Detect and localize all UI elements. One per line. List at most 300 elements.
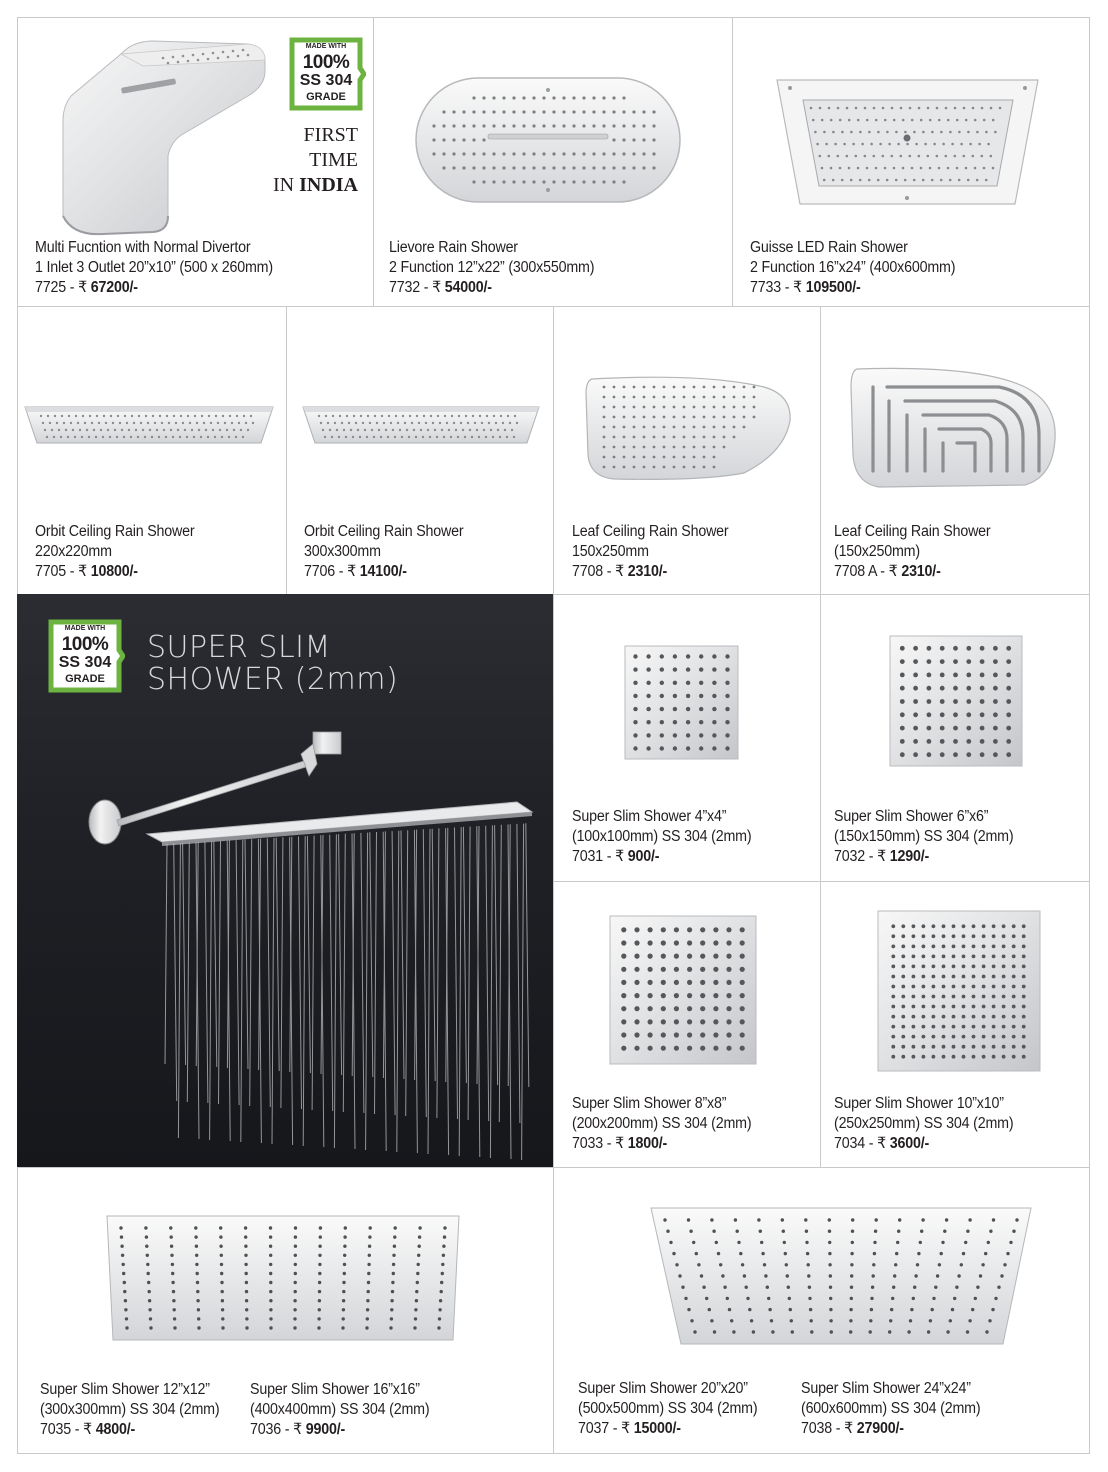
product-code: 7031 - ₹ <box>572 848 628 865</box>
nozzle-dot <box>342 1290 345 1293</box>
nozzle-dot <box>495 422 497 424</box>
nozzle-dot <box>912 1035 916 1039</box>
nozzle-dot <box>634 954 639 959</box>
nozzle-dot <box>916 1263 919 1266</box>
nozzle-dot <box>542 180 545 183</box>
nozzle-dot <box>169 1226 172 1229</box>
nozzle-dot <box>124 1299 127 1302</box>
nozzle-dot <box>951 1308 954 1311</box>
nozzle-dot <box>369 1226 372 1229</box>
nozzle-dot <box>917 1252 920 1255</box>
nozzle-dot <box>269 1299 272 1302</box>
nozzle-dot <box>1006 646 1011 651</box>
nozzle-dot <box>828 1218 831 1221</box>
nozzle-dot <box>582 180 585 183</box>
nozzle-dot <box>467 422 469 424</box>
nozzle-dot <box>1002 975 1006 979</box>
nozzle-dot <box>673 456 676 459</box>
nozzle-dot <box>976 131 979 134</box>
product-name: Super Slim Shower 24”x24” <box>801 1380 971 1397</box>
nozzle-dot <box>173 1326 176 1329</box>
nozzle-dot <box>621 980 626 985</box>
nozzle-dot <box>681 1286 684 1289</box>
nozzle-dot <box>522 124 525 127</box>
nozzle-dot <box>189 422 191 424</box>
nozzle-dot <box>390 1317 393 1320</box>
nozzle-dot <box>922 1045 926 1049</box>
nozzle-dot <box>849 1319 852 1322</box>
nozzle-dot <box>245 1281 248 1284</box>
nozzle-dot <box>634 993 639 998</box>
nozzle-dot <box>191 429 193 431</box>
nozzle-dot <box>648 1046 653 1051</box>
nozzle-dot <box>767 1297 770 1300</box>
nozzle-dot <box>646 707 650 711</box>
nozzle-dot <box>1006 726 1011 731</box>
nozzle-dot <box>726 1032 731 1037</box>
nozzle-dot <box>674 927 679 932</box>
water-stream <box>303 836 305 1146</box>
nozzle-dot <box>492 436 494 438</box>
product-card-7035-7036[interactable] <box>17 1167 554 1454</box>
nozzle-dot <box>992 945 996 949</box>
nozzle-dot <box>972 985 976 989</box>
nozzle-dot <box>171 1272 174 1275</box>
nozzle-dot <box>633 416 636 419</box>
nozzle-dot <box>634 980 639 985</box>
nozzle-dot <box>726 993 731 998</box>
nozzle-dot <box>103 415 105 417</box>
product-code: 7725 - ₹ <box>35 279 91 296</box>
nozzle-dot <box>442 124 445 127</box>
nozzle-dot <box>542 110 545 113</box>
nozzle-dot <box>710 1319 713 1322</box>
nozzle-dot <box>713 446 716 449</box>
product-price: 2310/- <box>901 563 941 580</box>
nozzle-dot <box>416 1272 419 1275</box>
product-card-7708[interactable] <box>553 306 821 595</box>
nozzle-dot <box>107 429 109 431</box>
nozzle-dot <box>900 659 905 664</box>
nozzle-dot <box>486 415 488 417</box>
nozzle-dot <box>901 934 905 938</box>
product-price: 1800/- <box>627 1135 668 1152</box>
nozzle-dot <box>855 155 858 158</box>
nozzle-dot <box>962 924 966 928</box>
nozzle-dot <box>243 415 245 417</box>
nozzle-dot <box>623 436 626 439</box>
nozzle-dot <box>740 993 745 998</box>
nozzle-dot <box>914 1274 917 1277</box>
nozzle-dot <box>186 436 188 438</box>
nozzle-dot <box>990 155 993 158</box>
nozzle-dot <box>962 1025 966 1029</box>
nozzle-dot <box>809 1308 812 1311</box>
nozzle-dot <box>891 1045 895 1049</box>
nozzle-dot <box>482 152 485 155</box>
nozzle-dot <box>392 1254 395 1257</box>
nozzle-dot <box>893 119 896 122</box>
nozzle-dot <box>901 1045 905 1049</box>
product-caption-7038 <box>801 1379 980 1439</box>
nozzle-dot <box>810 107 813 110</box>
nozzle-dot <box>927 699 932 704</box>
product-code: 7037 - ₹ <box>578 1420 634 1437</box>
orbit-shower-220-image <box>23 403 275 449</box>
water-stream <box>428 829 430 1154</box>
nozzle-dot <box>940 726 945 731</box>
nozzle-dot <box>343 1235 346 1238</box>
nozzle-dot <box>850 179 853 182</box>
nozzle-dot <box>719 1263 722 1266</box>
nozzle-dot <box>992 1005 996 1009</box>
nozzle-dot <box>733 436 736 439</box>
nozzle-dot <box>953 752 958 757</box>
nozzle-dot <box>481 422 483 424</box>
nozzle-dot <box>479 415 481 417</box>
nozzle-dot <box>166 415 168 417</box>
nozzle-dot <box>493 415 495 417</box>
nozzle-dot <box>432 138 435 141</box>
nozzle-dot <box>145 1245 148 1248</box>
nozzle-dot <box>866 119 869 122</box>
nozzle-dot <box>420 429 422 431</box>
nozzle-dot <box>956 167 959 170</box>
nozzle-dot <box>502 422 504 424</box>
nozzle-dot <box>892 1286 895 1289</box>
nozzle-dot <box>940 1252 943 1255</box>
nozzle-dot <box>660 746 664 750</box>
nozzle-dot <box>399 429 401 431</box>
nozzle-dot <box>739 1252 742 1255</box>
nozzle-dot <box>343 1272 346 1275</box>
nozzle-dot <box>900 699 905 704</box>
nozzle-dot <box>1022 1005 1026 1009</box>
nozzle-dot <box>462 152 465 155</box>
nozzle-dot <box>690 1319 693 1322</box>
nozzle-dot <box>221 1317 224 1320</box>
nozzle-dot <box>992 1025 996 1029</box>
nozzle-dot <box>912 1015 916 1019</box>
nozzle-dot <box>572 110 575 113</box>
nozzle-dot <box>562 152 565 155</box>
nozzle-dot <box>269 1254 272 1257</box>
nozzle-dot <box>1002 995 1006 999</box>
nozzle-dot <box>390 1308 393 1311</box>
nozzle-dot <box>861 143 864 146</box>
nozzle-dot <box>401 436 403 438</box>
nozzle-dot <box>646 720 650 724</box>
water-stream <box>397 831 399 1152</box>
nozzle-dot <box>828 1230 831 1233</box>
nozzle-dot <box>972 155 975 158</box>
super-slim-8x8-image <box>609 915 757 1065</box>
nozzle-dot <box>512 124 515 127</box>
nozzle-dot <box>712 667 716 671</box>
nozzle-dot <box>469 429 471 431</box>
nozzle-dot <box>849 1308 852 1311</box>
nozzle-dot <box>993 752 998 757</box>
nozzle-dot <box>362 422 364 424</box>
nozzle-dot <box>492 110 495 113</box>
product-card-7037-7038[interactable] <box>553 1167 1090 1454</box>
nozzle-dot <box>425 422 427 424</box>
nozzle-dot <box>200 436 202 438</box>
nozzle-dot <box>976 1286 979 1289</box>
nozzle-dot <box>683 406 686 409</box>
nozzle-dot <box>900 712 905 717</box>
nozzle-dot <box>663 456 666 459</box>
nozzle-dot <box>994 1297 997 1300</box>
product-price: 1290/- <box>889 848 930 865</box>
nozzle-dot <box>947 119 950 122</box>
nozzle-dot <box>713 456 716 459</box>
nozzle-dot <box>972 955 976 959</box>
product-spec: 220x220mm <box>35 543 112 560</box>
nozzle-dot <box>222 415 224 417</box>
nozzle-dot <box>726 1006 731 1011</box>
nozzle-dot <box>962 985 966 989</box>
product-card-7705[interactable] <box>17 306 287 595</box>
nozzle-dot <box>673 667 677 671</box>
nozzle-dot <box>632 124 635 127</box>
product-card-7706[interactable] <box>286 306 554 595</box>
nozzle-dot <box>715 1241 718 1244</box>
product-spec: (250x250mm) SS 304 (2mm) <box>834 1115 1014 1132</box>
nozzle-dot <box>74 436 76 438</box>
nozzle-dot <box>699 707 703 711</box>
nozzle-dot <box>936 107 939 110</box>
nozzle-dot <box>562 166 565 169</box>
nozzle-dot <box>54 415 56 417</box>
nozzle-dot <box>886 179 889 182</box>
nozzle-dot <box>522 152 525 155</box>
water-stream <box>522 824 524 1160</box>
nozzle-dot <box>603 446 606 449</box>
nozzle-dot <box>443 1226 446 1229</box>
nozzle-dot <box>713 1046 718 1051</box>
nozzle-dot <box>886 131 889 134</box>
nozzle-dot <box>933 143 936 146</box>
nozzle-dot <box>613 446 616 449</box>
nozzle-dot <box>318 1254 321 1257</box>
nozzle-dot <box>173 415 175 417</box>
nozzle-dot <box>726 927 731 932</box>
nozzle-dot <box>962 945 966 949</box>
nozzle-dot <box>452 152 455 155</box>
nozzle-dot <box>462 166 465 169</box>
nozzle-dot <box>1022 1035 1026 1039</box>
nozzle-dot <box>294 1235 297 1238</box>
nozzle-dot <box>244 1254 247 1257</box>
nozzle-dot <box>623 406 626 409</box>
first-time-in-india <box>236 123 358 198</box>
nozzle-dot <box>974 1297 977 1300</box>
nozzle-dot <box>184 429 186 431</box>
product-card-7031[interactable] <box>553 594 821 882</box>
product-card-7033[interactable] <box>553 881 821 1168</box>
nozzle-dot <box>687 927 692 932</box>
nozzle-dot <box>893 167 896 170</box>
nozzle-dot <box>952 934 956 938</box>
nozzle-dot <box>472 180 475 183</box>
nozzle-dot <box>383 422 385 424</box>
nozzle-dot <box>906 143 909 146</box>
nozzle-dot <box>816 143 819 146</box>
product-card-7708a[interactable] <box>820 306 1090 595</box>
nozzle-dot <box>663 416 666 419</box>
first-time-line3-prefix: IN <box>272 174 300 196</box>
nozzle-dot <box>980 712 985 717</box>
nozzle-dot <box>149 1326 152 1329</box>
nozzle-dot <box>1022 934 1026 938</box>
nozzle-dot <box>1012 1005 1016 1009</box>
nozzle-dot <box>699 667 703 671</box>
nozzle-dot <box>238 422 240 424</box>
nozzle-dot <box>972 1015 976 1019</box>
nozzle-dot <box>700 1006 705 1011</box>
nozzle-dot <box>669 1241 672 1244</box>
nozzle-dot <box>953 712 958 717</box>
nozzle-dot <box>829 1274 832 1277</box>
nozzle-dot <box>728 1308 731 1311</box>
nozzle-dot <box>932 1297 935 1300</box>
nozzle-dot <box>663 386 666 389</box>
nozzle-dot <box>884 119 887 122</box>
nozzle-dot <box>687 993 692 998</box>
nozzle-dot <box>269 1272 272 1275</box>
nozzle-dot <box>293 1299 296 1302</box>
nozzle-dot <box>713 927 718 932</box>
nozzle-dot <box>414 1308 417 1311</box>
nozzle-dot <box>242 436 244 438</box>
nozzle-dot <box>389 1326 392 1329</box>
nozzle-dot <box>457 436 459 438</box>
product-card-7733[interactable] <box>732 17 1090 307</box>
nozzle-dot <box>962 965 966 969</box>
nozzle-dot <box>648 927 653 932</box>
nozzle-dot <box>922 965 926 969</box>
nozzle-dot <box>622 180 625 183</box>
nozzle-dot <box>725 681 729 685</box>
nozzle-dot <box>848 167 851 170</box>
nozzle-dot <box>945 107 948 110</box>
nozzle-dot <box>318 1263 321 1266</box>
nozzle-dot <box>434 429 436 431</box>
nozzle-dot <box>343 429 345 431</box>
nozzle-dot <box>915 143 918 146</box>
nozzle-dot <box>982 975 986 979</box>
nozzle-dot <box>442 1245 445 1248</box>
nozzle-dot <box>294 1245 297 1248</box>
nozzle-dot <box>689 1230 692 1233</box>
product-name: Orbit Ceiling Rain Shower <box>304 523 464 540</box>
product-card-7034[interactable] <box>820 881 1090 1168</box>
nozzle-dot <box>962 975 966 979</box>
nozzle-dot <box>721 1274 724 1277</box>
nozzle-dot <box>492 96 495 99</box>
water-stream <box>517 824 520 1123</box>
nozzle-dot <box>966 646 971 651</box>
product-card-7032[interactable] <box>820 594 1090 882</box>
product-price: 900/- <box>627 848 660 865</box>
nozzle-dot <box>980 726 985 731</box>
nozzle-dot <box>245 1317 248 1320</box>
nozzle-dot <box>901 924 905 928</box>
nozzle-dot <box>673 681 677 685</box>
nozzle-dot <box>653 416 656 419</box>
water-stream <box>165 844 167 1064</box>
nozzle-dot <box>602 166 605 169</box>
nozzle-dot <box>455 429 457 431</box>
nozzle-dot <box>1002 1005 1006 1009</box>
nozzle-dot <box>592 166 595 169</box>
nozzle-dot <box>1002 1015 1006 1019</box>
nozzle-dot <box>552 152 555 155</box>
nozzle-dot <box>245 1272 248 1275</box>
nozzle-dot <box>952 1045 956 1049</box>
nozzle-dot <box>913 179 916 182</box>
nozzle-dot <box>927 686 932 691</box>
nozzle-dot <box>953 659 958 664</box>
nozzle-dot <box>870 143 873 146</box>
nozzle-dot <box>736 1230 739 1233</box>
nozzle-dot <box>197 1308 200 1311</box>
nozzle-dot <box>319 1226 322 1229</box>
nozzle-dot <box>646 694 650 698</box>
nozzle-dot <box>922 1035 926 1039</box>
nozzle-dot <box>875 119 878 122</box>
product-card-7725[interactable] <box>17 17 374 307</box>
nozzle-dot <box>663 1218 666 1221</box>
nozzle-dot <box>137 436 139 438</box>
nozzle-dot <box>952 975 956 979</box>
nozzle-dot <box>857 167 860 170</box>
nozzle-dot <box>901 1015 905 1019</box>
nozzle-dot <box>622 124 625 127</box>
nozzle-dot <box>341 1326 344 1329</box>
nozzle-dot <box>482 138 485 141</box>
product-code: 7034 - ₹ <box>834 1135 890 1152</box>
nozzle-dot <box>963 155 966 158</box>
nozzle-dot <box>953 726 958 731</box>
nozzle-dot <box>985 1330 988 1333</box>
nozzle-dot <box>653 456 656 459</box>
nozzle-dot <box>193 436 195 438</box>
nozzle-dot <box>318 415 320 417</box>
nozzle-dot <box>952 995 956 999</box>
nozzle-dot <box>514 415 516 417</box>
nozzle-dot <box>294 1226 297 1229</box>
nozzle-dot <box>686 681 690 685</box>
nozzle-dot <box>949 1319 952 1322</box>
nozzle-dot <box>46 436 48 438</box>
nozzle-dot <box>634 1006 639 1011</box>
nozzle-dot <box>985 179 988 182</box>
water-stream <box>178 843 180 1138</box>
nozzle-dot <box>329 429 331 431</box>
nozzle-dot <box>572 124 575 127</box>
product-card-7732[interactable] <box>373 17 733 307</box>
nozzle-dot <box>144 436 146 438</box>
nozzle-dot <box>804 1218 807 1221</box>
nozzle-dot <box>93 429 95 431</box>
nozzle-dot <box>686 667 690 671</box>
nozzle-dot <box>877 179 880 182</box>
nozzle-dot <box>829 1319 832 1322</box>
nozzle-dot <box>661 1046 666 1051</box>
water-stream <box>250 839 252 1106</box>
